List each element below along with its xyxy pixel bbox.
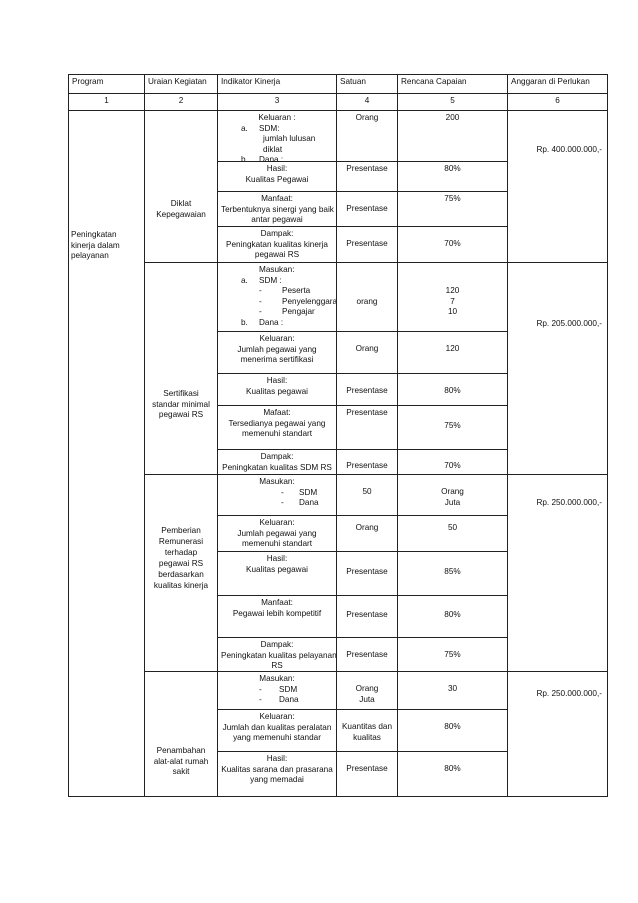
a4-r2-unit-cell (336, 709, 397, 751)
a3-r2-unit: Orang (355, 523, 379, 532)
col-number-4: 4 (336, 93, 397, 110)
a3-r5-title: Dampak: (260, 640, 294, 649)
a1-r1-text-a: SDM: (259, 123, 280, 133)
a1-r3-title: Manfaat: (261, 194, 293, 203)
a2-r2-text1: Jumlah pegawai yang (237, 344, 317, 354)
a4-r3-unit-cell (336, 751, 397, 797)
a3-r1-target-1: Orang (441, 487, 464, 496)
a4-r1-indicator (217, 671, 336, 709)
a1-r1-item-a (221, 124, 333, 135)
a1-r4-target: 70% (444, 239, 461, 248)
a2-r1-unit-cell (336, 262, 397, 331)
header-rencana-capaian: Rencana Capaian (397, 74, 507, 93)
a4-r3-target: 80% (444, 764, 461, 773)
performance-table (68, 74, 608, 797)
a3-r2-unit-cell (336, 515, 397, 551)
a2-r3-indicator (217, 373, 336, 405)
a1-r4-unit-cell (336, 226, 397, 262)
a1-r2-title: Hasil: (266, 164, 288, 173)
a3-r4-unit: Presentase (346, 610, 388, 619)
a1-r1-indicator (217, 110, 336, 164)
a2-r2-title: Keluaran: (259, 334, 295, 343)
a2-r5-unit-cell (336, 449, 397, 474)
a3-r5-target: 75% (444, 650, 461, 659)
a3-r5-text2: RS (271, 661, 283, 670)
dash-icon: - (259, 286, 262, 295)
a3-r1-sub-1 (221, 488, 333, 499)
a3-r1-sub-1-text: SDM (299, 487, 318, 497)
a2-r1-text-a: SDM : (259, 275, 282, 285)
a4-r2-unit-1: Kuantitas dan (341, 722, 393, 731)
a2-r3-unit: Presentase (346, 386, 388, 395)
a1-r3-text1: Terbentuknya sinergi yang baik (221, 204, 334, 214)
a1-r1-text-b: Dana : (259, 155, 284, 164)
a1-r1-mark-a: a. (241, 123, 248, 133)
a2-r1-target-1: 120 (445, 286, 460, 295)
a3-r4-target-cell (397, 595, 507, 637)
a3-r1-unit-cell (336, 474, 397, 515)
a1-r4-text2: pegawai RS (254, 250, 300, 259)
a2-r5-target: 70% (444, 461, 461, 470)
a2-r1-item-a (221, 276, 333, 287)
a2-r1-sub-1-text: Peserta (282, 286, 311, 295)
a2-r3-unit-cell (336, 373, 397, 405)
a1-r3-indicator (217, 191, 336, 226)
a3-r5-target-cell (397, 637, 507, 671)
dash-icon: - (259, 307, 262, 316)
a3-r5-indicator (217, 637, 336, 671)
a2-r1-target-3: 10 (447, 307, 458, 316)
a4-r1-unit-cell (336, 671, 397, 709)
a3-r2-text2: memenuhi standart (241, 539, 313, 548)
activity-2-budget: Rp. 205.000.000,- (536, 319, 602, 328)
a1-r1-mark-b: b. (241, 155, 248, 164)
a3-r2-text1: Jumlah pegawai yang (237, 528, 317, 538)
a2-r4-text1: Tersedianya pegawai yang (228, 418, 326, 428)
a2-r1-sub-2-text: Penyelenggara (282, 296, 338, 306)
a3-r4-text: Pegawai lebih kompetitif (232, 608, 322, 618)
a2-r1-sub-2 (221, 296, 338, 308)
a2-r2-target: 120 (445, 344, 460, 353)
a1-r1-sub1: jumlah lulusan (263, 134, 316, 143)
a3-r2-title: Keluaran: (259, 518, 295, 527)
a2-r1-title: Masukan: (259, 265, 295, 274)
a3-r3-title: Hasil: (266, 554, 288, 563)
a4-r2-indicator (217, 709, 336, 751)
a4-r2-title: Keluaran: (259, 712, 295, 721)
a1-r3-target: 75% (397, 191, 507, 226)
activity-1-budget-cell (507, 110, 608, 262)
a2-r4-unit: Presentase (336, 405, 397, 449)
dash-icon: - (281, 498, 284, 507)
a4-r1-unit-1: Orang (355, 684, 379, 693)
a1-r1-title: Keluaran : (258, 113, 296, 122)
a3-r3-indicator (217, 551, 336, 595)
col-number-1: 1 (68, 93, 144, 110)
a2-r4-indicator (217, 405, 336, 449)
dash-icon: - (259, 296, 262, 306)
a1-r2-text: Kualitas Pegawai (245, 174, 309, 184)
header-satuan: Satuan (336, 74, 397, 93)
activity-4-name: Penambahan alat-alat rumah sakit (153, 746, 209, 776)
a2-r1-sub-1 (221, 286, 333, 297)
a4-r3-target-cell (397, 751, 507, 797)
a4-r2-text2: yang memenuhi standar (233, 733, 321, 742)
a4-r2-target: 80% (444, 722, 461, 731)
activity-3-budget-cell (507, 474, 608, 671)
a2-r1-sub-3 (221, 307, 333, 318)
a1-r3-unit-cell (336, 191, 397, 226)
col-number-3: 3 (217, 93, 336, 110)
a1-r3-unit: Presentase (346, 204, 388, 213)
program-text: Peningkatan kinerja dalam pelayanan (71, 230, 120, 260)
a3-r4-indicator (217, 595, 336, 637)
a2-r4-target: 75% (444, 421, 461, 430)
a1-r4-target-cell (397, 226, 507, 262)
activity-3-budget: Rp. 250.000.000,- (536, 498, 602, 507)
a4-r3-text2: yang memadai (250, 775, 304, 784)
a4-r1-target-cell (397, 671, 507, 709)
a4-r3-unit: Presentase (346, 764, 388, 773)
a4-r2-text1: Jumlah dan kualitas peralatan (222, 722, 332, 732)
dash-icon: - (259, 695, 262, 704)
a2-r2-unit-cell (336, 331, 397, 373)
a3-r1-indicator (217, 474, 336, 515)
a2-r5-text: Peningkatan kualitas SDM RS (222, 462, 332, 472)
a1-r2-indicator (217, 161, 336, 191)
a2-r5-title: Dampak: (260, 452, 294, 461)
col-number-6: 6 (507, 93, 608, 110)
a2-r4-text2: memenuhi standart (241, 429, 313, 438)
a2-r3-target-cell (397, 373, 507, 405)
a2-r1-text-b: Dana : (259, 317, 284, 327)
a4-r1-sub-2 (221, 695, 333, 706)
a3-r1-sub-2-text: Dana (299, 498, 319, 507)
activity-2-cell (144, 262, 217, 474)
a2-r2-text2: menerima sertifikasi (240, 355, 314, 364)
a3-r3-target-cell (397, 551, 507, 595)
a2-r3-target: 80% (444, 386, 461, 395)
a3-r4-target: 80% (444, 610, 461, 619)
a2-r4-title: Mafaat: (263, 408, 291, 417)
a3-r3-target: 85% (444, 567, 461, 576)
a4-r1-title: Masukan: (259, 674, 295, 683)
a3-r1-title: Masukan: (259, 477, 295, 486)
a3-r1-unit: 50 (362, 487, 372, 496)
a3-r1-target-cell (397, 474, 507, 515)
a2-r2-target-cell (397, 331, 507, 373)
a4-r3-title: Hasil: (266, 754, 288, 763)
a4-r3-text1: Kualitas sarana dan prasarana (221, 764, 333, 774)
activity-2-name: Sertifikasi standar minimal pegawai RS (152, 389, 210, 419)
a4-r1-target: 30 (447, 684, 458, 693)
a3-r1-sub-2 (221, 498, 333, 509)
a3-r4-title: Manfaat: (261, 598, 293, 607)
a3-r4-unit-cell (336, 595, 397, 637)
activity-4-budget: Rp. 250.000.000,- (536, 689, 602, 698)
a3-r3-text: Kualitas pegawai (246, 564, 308, 574)
dash-icon: - (259, 684, 262, 694)
activity-1-cell (144, 110, 217, 262)
a1-r4-text1: Peningkatan kualitas kinerja (226, 239, 328, 249)
header-anggaran: Anggaran di Perlukan (507, 74, 608, 93)
a3-r3-unit: Presentase (346, 567, 388, 576)
a3-r2-target-cell (397, 515, 507, 551)
a2-r1-sub-3-text: Pengajar (282, 307, 315, 316)
a2-r4-target-cell (397, 405, 507, 449)
a3-r3-unit-cell (336, 551, 397, 595)
header-uraian-kegiatan: Uraian Kegiatan (144, 74, 217, 93)
a2-r3-text: Kualitas pegawai (246, 386, 308, 396)
a2-r1-indicator (217, 262, 336, 331)
a3-r2-target: 50 (447, 523, 458, 532)
a2-r2-unit: Orang (355, 344, 379, 353)
activity-3-name: Pemberian Remunerasi terhadap pegawai RS berdasarkan kualitas kinerja (153, 526, 209, 590)
a2-r5-indicator (217, 449, 336, 474)
a1-r2-unit: Presentase (336, 161, 397, 191)
a2-r5-unit: Presentase (346, 461, 388, 470)
a1-r3-text2: antar pegawai (251, 215, 303, 224)
a3-r5-text1: Peningkatan kualitas pelayanan (221, 650, 337, 660)
a4-r1-sub-1-text: SDM (279, 684, 298, 694)
activity-1-name: Diklat Kepegawaian (156, 199, 206, 219)
activity-2-budget-cell (507, 262, 608, 474)
a3-r2-indicator (217, 515, 336, 551)
activity-3-cell (144, 474, 217, 671)
a2-r3-title: Hasil: (266, 376, 288, 385)
a1-r4-indicator (217, 226, 336, 262)
a1-r2-target: 80% (397, 161, 507, 191)
a2-r1-mark-b: b. (241, 317, 248, 327)
a1-r1-sub2: diklat (263, 144, 283, 154)
a1-r4-title: Dampak: (260, 229, 294, 238)
activity-1-budget: Rp. 400.000.000,- (536, 145, 602, 154)
a2-r1-target-2: 7 (450, 296, 455, 306)
a3-r1-target-2: Juta (444, 497, 461, 507)
header-program: Program (68, 74, 144, 93)
a4-r3-indicator (217, 751, 336, 797)
a4-r2-unit-2: kualitas (353, 732, 381, 742)
activity-4-budget-cell (507, 671, 608, 797)
a1-r1-target: 200 (397, 110, 507, 161)
a4-r2-target-cell (397, 709, 507, 751)
a2-r1-item-b (221, 318, 333, 329)
col-number-2: 2 (144, 93, 217, 110)
a2-r1-unit: orang (356, 297, 378, 306)
a4-r1-sub-1 (221, 685, 333, 696)
a2-r1-mark-a: a. (241, 275, 248, 285)
a1-r4-unit: Presentase (346, 239, 388, 248)
col-number-5: 5 (397, 93, 507, 110)
a3-r5-unit-cell (336, 637, 397, 671)
activity-4-cell (144, 671, 217, 797)
a2-r1-target-cell (397, 262, 507, 331)
a2-r2-indicator (217, 331, 336, 373)
a4-r1-sub-2-text: Dana (279, 695, 299, 704)
a4-r1-unit-2: Juta (359, 694, 375, 704)
a3-r5-unit: Presentase (346, 650, 388, 659)
a2-r5-target-cell (397, 449, 507, 474)
program-cell (68, 110, 144, 797)
dash-icon: - (281, 487, 284, 497)
a1-r1-unit: Orang (336, 110, 397, 161)
header-indikator-kinerja: Indikator Kinerja (217, 74, 336, 93)
